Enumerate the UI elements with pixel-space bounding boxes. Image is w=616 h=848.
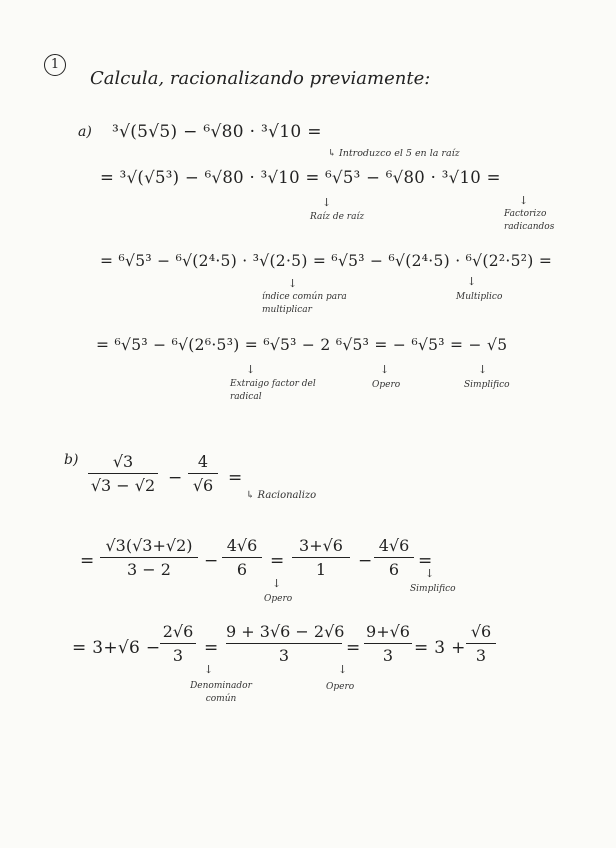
exercise-number: 1 (44, 54, 66, 76)
fraction (292, 536, 350, 579)
denominator: 3 (382, 646, 394, 665)
arrow-down-icon: ↓ (478, 363, 488, 376)
arrow-down-icon: ↓ (204, 663, 214, 676)
equals-sign: = (346, 638, 361, 658)
fraction (222, 536, 262, 579)
exercise-title: Calcula, racionalizando previamente: (90, 68, 431, 89)
numerator: 4 (197, 452, 209, 471)
part-b-row3-start: = 3+√6 − (72, 638, 161, 658)
part-a-note3a: índice común para multiplicar (262, 292, 347, 315)
denominator: √3 − √2 (90, 476, 156, 495)
part-a-line1: ³√(5√5) − ⁶√80 · ³√10 = (112, 122, 322, 142)
numerator: 4√6 (226, 536, 258, 555)
denominator: 3 − 2 (127, 560, 171, 579)
fraction-bar (364, 643, 412, 644)
arrow-down-icon: ↓ (425, 567, 435, 580)
part-a-note4c: Simplifico (464, 380, 510, 390)
fraction-bar (188, 473, 218, 474)
part-a-note2b: Factorizo radicandos (504, 209, 555, 232)
part-a-note4a: Extraigo factor del radical (230, 379, 316, 402)
denominator: 3 (278, 646, 290, 665)
arrow-down-icon: ↓ (519, 194, 529, 207)
equals-sign: = (80, 551, 95, 571)
equals-sign: = (204, 638, 219, 658)
part-a-note1: ↳ Introduzco el 5 en la raíz (328, 148, 460, 159)
numerator: √3(√3+√2) (105, 536, 193, 555)
part-b-label: b) (64, 452, 79, 468)
fraction (374, 536, 414, 579)
part-a-note3b: Multiplico (456, 292, 503, 302)
minus-sign: − (204, 551, 219, 571)
equals-sign: = (418, 551, 433, 571)
part-a-line2: = ³√(√5³) − ⁶√80 · ³√10 = ⁶√5³ − ⁶√80 · ³√10 = (100, 168, 501, 187)
arrow-down-icon: ↓ (380, 363, 390, 376)
fraction (160, 622, 196, 665)
arrow-down-icon: ↓ (322, 196, 332, 209)
numerator: 4√6 (378, 536, 410, 555)
fraction-bar (160, 643, 196, 644)
denominator: 3 (172, 646, 184, 665)
arrow-down-icon: ↓ (288, 277, 298, 290)
denominator: 6 (236, 560, 248, 579)
fraction-bar (466, 643, 496, 644)
denominator: 3 (475, 646, 487, 665)
part-a-line4: = ⁶√5³ − ⁶√(2⁶·5³) = ⁶√5³ − 2 ⁶√5³ = − ⁶√5³ = − √5 (96, 336, 508, 354)
fraction (364, 622, 412, 665)
arrow-down-icon: ↓ (338, 663, 348, 676)
numerator: 2√6 (162, 622, 194, 641)
arrow-down-icon: ↓ (272, 577, 282, 590)
minus-sign: − (358, 551, 373, 571)
part-a-label: a) (78, 124, 92, 140)
fraction (88, 452, 158, 495)
fraction (188, 452, 218, 495)
part-a-line3: = ⁶√5³ − ⁶√(2⁴·5) · ³√(2·5) = ⁶√5³ − ⁶√(2⁴·5) · ⁶√(2²·5²) = (100, 252, 553, 270)
fraction-bar (226, 643, 342, 644)
numerator: 9 + 3√6 − 2√6 (226, 622, 345, 641)
denominator: √6 (192, 476, 214, 495)
fraction (226, 622, 345, 665)
part-a-note2a: Raíz de raíz (310, 212, 365, 222)
part-b-note3a: Denominador común (190, 681, 252, 704)
fraction-bar (88, 473, 158, 474)
part-b-note2a: Opero (264, 594, 293, 604)
numerator: √3 (112, 452, 134, 471)
part-a-note4b: Opero (372, 380, 401, 390)
part-b-note3b: Opero (326, 682, 355, 692)
fraction-bar (374, 557, 414, 558)
numerator: √6 (470, 622, 492, 641)
arrow-down-icon: ↓ (467, 275, 477, 288)
equals-sign: = (228, 468, 243, 488)
denominator: 6 (388, 560, 400, 579)
fraction (466, 622, 496, 665)
part-b-note2b: Simplifico (410, 584, 456, 594)
part-b-row3-end: = 3 + (414, 638, 466, 658)
fraction-bar (222, 557, 262, 558)
minus-sign: − (168, 468, 183, 488)
fraction-bar (292, 557, 350, 558)
denominator: 1 (315, 560, 327, 579)
numerator: 3+√6 (299, 536, 343, 555)
part-b-note1: ↳ Racionalizo (246, 490, 317, 501)
numerator: 9+√6 (366, 622, 410, 641)
fraction (100, 536, 198, 579)
equals-sign: = (270, 551, 285, 571)
fraction-bar (100, 557, 198, 558)
arrow-down-icon: ↓ (246, 363, 256, 376)
